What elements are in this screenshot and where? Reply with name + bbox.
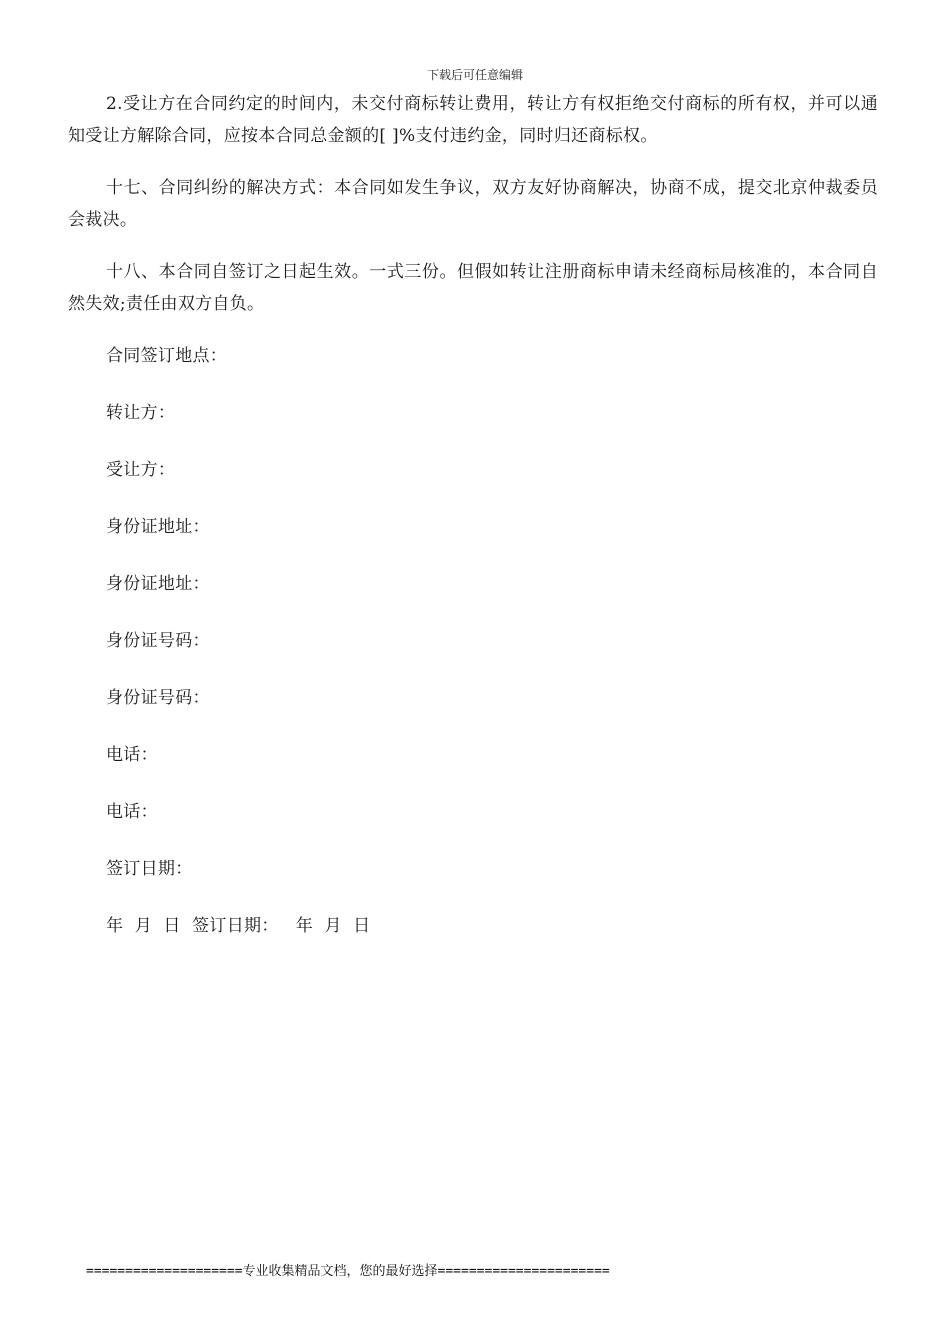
field-phone-2: 电话： [106,802,158,822]
header-note: 下载后可任意编辑 [426,68,523,82]
paragraph-effective-date: 十八、本合同自签订之日起生效。一式三份。但假如转让注册商标申请未经商标局核准的，本合同自然失效;责任由双方自负。 [68,262,878,314]
field-signing-date: 签订日期： [106,859,193,879]
field-id-number-2: 身份证号码： [106,688,210,708]
footer-banner: ====================专业收集精品文档，您的最好选择====================== [86,1264,610,1279]
field-transferor: 转让方： [106,403,176,423]
paragraph-dispute-resolution: 十七、合同纠纷的解决方式：本合同如发生争议，双方友好协商解决，协商不成，提交北京仲裁委员会裁决。 [68,178,878,230]
field-id-address-1: 身份证地址： [106,517,210,537]
field-transferee: 受让方： [106,460,176,480]
field-phone-1: 电话： [106,745,158,765]
field-id-number-1: 身份证号码： [106,631,210,651]
field-signing-location: 合同签订地点： [106,346,228,366]
field-date-line: 年 月 日 签订日期： 年 月 日 [106,916,371,936]
document-body [68,88,878,967]
field-id-address-2: 身份证地址： [106,574,210,594]
paragraph-breach-clause: 2.受让方在合同约定的时间内，未交付商标转让费用，转让方有权拒绝交付商标的所有权，并可以通知受让方解除合同，应按本合同总金额的[ ]%支付违约金，同时归还商标权。 [68,94,878,146]
